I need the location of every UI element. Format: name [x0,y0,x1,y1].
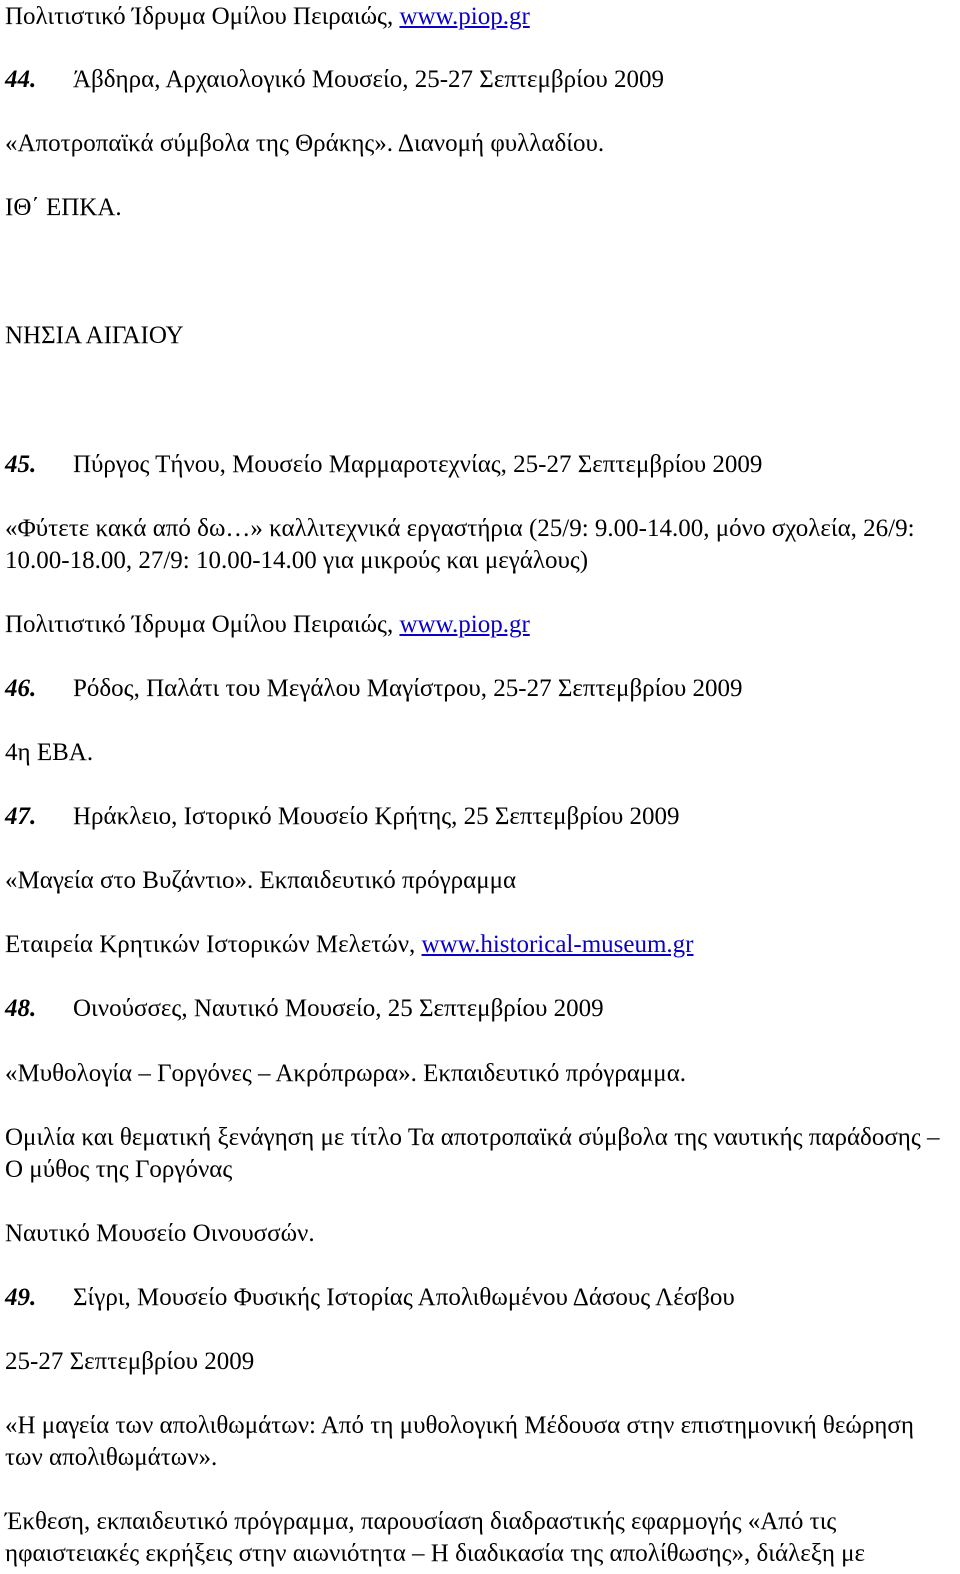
org-text: Πολιτιστικό Ίδρυμα Ομίλου Πειραιώς, [5,611,400,638]
entry-49-exhibit: Έκθεση, εκπαιδευτικό πρόγραμμα, παρουσίαση διαδραστικής εφαρμογής «Από τις ηφαιστειακές εκρήξεις στην αιωνιότητα – Η διαδικασία της απολίθωσης», διάλεξη με [5,1508,866,1567]
entry-45-description: «Φύτετε κακά από δω…» καλλιτεχνικά εργαστήρια (25/9: 9.00-14.00, μόνο σχολεία, 26/9: 10.00-18.00, 27/9: 10.00-14.00 για μικρούς και μεγάλους) [5,515,915,574]
entry-49-title-line [5,1282,735,1314]
entry-48-description: «Μυθολογία – Γοργόνες – Ακρόπρωρα». Εκπαιδευτικό πρόγραμμα. [5,1060,687,1087]
entry-44-title-line [5,64,664,96]
entry-48-title-line [5,993,604,1025]
entry-title: Σίγρι, Μουσείο Φυσικής Ιστορίας Απολιθωμένου Δάσους Λέσβου [73,1284,735,1311]
entry-47-organizer [5,929,693,961]
entry-47-description: «Μαγεία στο Βυζάντιο». Εκπαιδευτικό πρόγραμμα [5,867,517,894]
entry-46-title-line [5,673,743,705]
entry-number: 46. [5,675,37,702]
entry-47-title-line [5,801,680,833]
org-text: Πολιτιστικό Ίδρυμα Ομίλου Πειραιώς, [5,3,400,30]
entry-number: 48. [5,995,37,1022]
entry-46-organizer: 4η ΕΒΑ. [5,739,94,766]
entry-45-organizer [5,609,530,641]
website-link[interactable]: www.piop.gr [399,3,530,30]
entry-49-date: 25-27 Σεπτεμβρίου 2009 [5,1348,255,1375]
entry-title: Ρόδος, Παλάτι του Μεγάλου Μαγίστρου, 25-27 Σεπτεμβρίου 2009 [73,675,743,702]
website-link[interactable]: www.historical-museum.gr [421,931,694,958]
org-text: Εταιρεία Κρητικών Ιστορικών Μελετών, [5,931,422,958]
entry-number: 49. [5,1284,37,1311]
entry-title: Άβδηρα, Αρχαιολογικό Μουσείο, 25-27 Σεπτεμβρίου 2009 [73,66,664,93]
website-link[interactable]: www.piop.gr [399,611,530,638]
entry-44-description: «Αποτροπαϊκά σύμβολα της Θράκης». Διανομή φυλλαδίου. [5,130,605,157]
org-line [5,1,530,33]
entry-48-talk: Ομιλία και θεματική ξενάγηση με τίτλο Τα αποτροπαϊκά σύμβολα της ναυτικής παράδοσης – Ο μύθος της Γοργόνας [5,1124,940,1183]
entry-number: 47. [5,803,37,830]
entry-48-organizer: Ναυτικό Μουσείο Οινουσσών. [5,1220,315,1247]
entry-45-title-line [5,449,762,481]
entry-title: Οινούσσες, Ναυτικό Μουσείο, 25 Σεπτεμβρίου 2009 [73,995,604,1022]
entry-title: Ηράκλειο, Ιστορικό Μουσείο Κρήτης, 25 Σεπτεμβρίου 2009 [73,803,680,830]
section-heading: ΝΗΣΙΑ ΑΙΓΑΙΟΥ [5,322,184,349]
entry-number: 44. [5,66,37,93]
entry-number: 45. [5,451,37,478]
entry-49-description: «Η μαγεία των απολιθωμάτων: Από τη μυθολογική Μέδουσα στην επιστημονική θεώρηση των απολιθωμάτων». [5,1412,914,1471]
entry-44-organizer: ΙΘ΄ ΕΠΚΑ. [5,194,122,221]
entry-title: Πύργος Τήνου, Μουσείο Μαρμαροτεχνίας, 25-27 Σεπτεμβρίου 2009 [73,451,763,478]
